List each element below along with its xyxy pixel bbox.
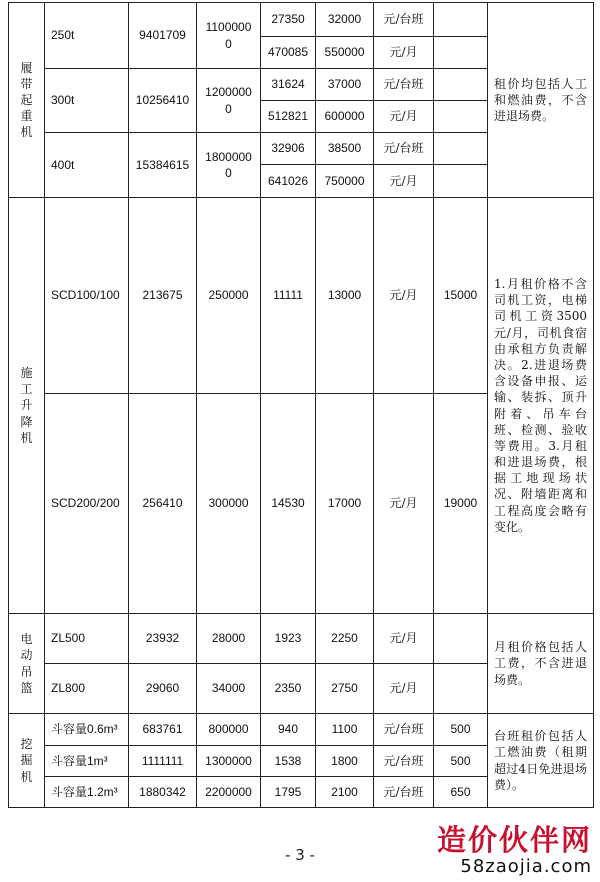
value-cell: 213675 <box>129 198 197 394</box>
value-cell: 29060 <box>129 664 197 714</box>
note-cell: 台班租价包括人工燃油费（租期超过4日免进退场费）。 <box>488 714 594 808</box>
watermark-logo <box>418 818 596 880</box>
value-cell: 11111 <box>261 198 316 394</box>
value-cell: 11000000 <box>197 3 261 69</box>
unit-cell: 元/台班 <box>374 746 434 777</box>
value-cell: 940 <box>261 714 316 746</box>
value-cell: 23932 <box>129 614 197 664</box>
fee-cell <box>434 664 488 714</box>
unit-cell: 元/月 <box>374 664 434 714</box>
unit-cell: 元/台班 <box>374 3 434 37</box>
value-cell: 2750 <box>316 664 374 714</box>
value-cell: 38500 <box>316 133 374 165</box>
table-row <box>9 3 594 37</box>
category-cell: 施工升降机 <box>9 198 45 614</box>
value-cell: 37000 <box>316 69 374 101</box>
value-cell: 14530 <box>261 394 316 614</box>
value-cell: 28000 <box>197 614 261 664</box>
value-cell: 300000 <box>197 394 261 614</box>
category-cell: 挖掘机 <box>9 714 45 808</box>
model-cell: SCD200/200 <box>45 394 129 614</box>
unit-cell: 元/月 <box>374 37 434 69</box>
model-cell: SCD100/100 <box>45 198 129 394</box>
fee-cell: 500 <box>434 746 488 777</box>
unit-cell: 元/台班 <box>374 133 434 165</box>
price-table <box>8 2 594 808</box>
fee-cell <box>434 614 488 664</box>
value-cell: 2350 <box>261 664 316 714</box>
fee-cell: 19000 <box>434 394 488 614</box>
value-cell: 34000 <box>197 664 261 714</box>
value-cell: 32906 <box>261 133 316 165</box>
value-cell: 15384615 <box>129 133 197 198</box>
value-cell: 1880342 <box>129 777 197 808</box>
value-cell: 250000 <box>197 198 261 394</box>
unit-cell: 元/台班 <box>374 69 434 101</box>
table-row <box>9 714 594 746</box>
model-cell: 斗容量0.6m³ <box>45 714 129 746</box>
value-cell: 1923 <box>261 614 316 664</box>
value-cell: 1111111 <box>129 746 197 777</box>
value-cell: 600000 <box>316 101 374 133</box>
table-row <box>9 614 594 664</box>
unit-cell: 元/台班 <box>374 777 434 808</box>
fee-cell: 650 <box>434 777 488 808</box>
category-cell: 电动吊篮 <box>9 614 45 714</box>
unit-cell: 元/月 <box>374 614 434 664</box>
value-cell: 641026 <box>261 165 316 198</box>
note-cell: 月租价格包括人工费，不含进退场费。 <box>488 614 594 714</box>
unit-cell: 元/月 <box>374 198 434 394</box>
note-cell: 1.月租价格不含司机工资，电梯司机工资3500元/月，司机食宿由承租方负责解决。2.进退场费含设备申报、运输、装拆、顶升附着、吊车台班、检测、验收等费用。3.月租和进退场费，根据工地现场状况、附墙距离和工程高度会略有变化。 <box>488 198 594 614</box>
value-cell: 256410 <box>129 394 197 614</box>
unit-cell: 元/月 <box>374 165 434 198</box>
value-cell: 18000000 <box>197 133 261 198</box>
value-cell: 9401709 <box>129 3 197 69</box>
value-cell: 10256410 <box>129 69 197 133</box>
value-cell: 800000 <box>197 714 261 746</box>
category-cell: 履带起重机 <box>9 3 45 198</box>
note-cell: 租价均包括人工和燃油费，不含进退场费。 <box>488 3 594 198</box>
value-cell: 27350 <box>261 3 316 37</box>
unit-cell: 元/台班 <box>374 714 434 746</box>
value-cell: 750000 <box>316 165 374 198</box>
value-cell: 550000 <box>316 37 374 69</box>
value-cell: 31624 <box>261 69 316 101</box>
unit-cell: 元/月 <box>374 101 434 133</box>
fee-cell <box>434 69 488 101</box>
value-cell: 2200000 <box>197 777 261 808</box>
value-cell: 2250 <box>316 614 374 664</box>
fee-cell <box>434 3 488 37</box>
value-cell: 13000 <box>316 198 374 394</box>
fee-cell <box>434 133 488 165</box>
model-cell: 250t <box>45 3 129 69</box>
table-row <box>9 198 594 394</box>
value-cell: 683761 <box>129 714 197 746</box>
model-cell: ZL800 <box>45 664 129 714</box>
value-cell: 17000 <box>316 394 374 614</box>
value-cell: 1300000 <box>197 746 261 777</box>
value-cell: 2100 <box>316 777 374 808</box>
fee-cell <box>434 165 488 198</box>
value-cell: 1795 <box>261 777 316 808</box>
fee-cell <box>434 101 488 133</box>
fee-cell: 500 <box>434 714 488 746</box>
value-cell: 1800 <box>316 746 374 777</box>
value-cell: 512821 <box>261 101 316 133</box>
watermark-title: 造价伙伴网 <box>436 823 592 857</box>
fee-cell <box>434 37 488 69</box>
value-cell: 32000 <box>316 3 374 37</box>
value-cell: 12000000 <box>197 69 261 133</box>
model-cell: 400t <box>45 133 129 198</box>
model-cell: 斗容量1.2m³ <box>45 777 129 808</box>
model-cell: ZL500 <box>45 614 129 664</box>
unit-cell: 元/月 <box>374 394 434 614</box>
model-cell: 300t <box>45 69 129 133</box>
value-cell: 470085 <box>261 37 316 69</box>
model-cell: 斗容量1m³ <box>45 746 129 777</box>
page-number: - 3 - <box>285 846 315 864</box>
value-cell: 1538 <box>261 746 316 777</box>
fee-cell: 15000 <box>434 198 488 394</box>
value-cell: 1100 <box>316 714 374 746</box>
watermark-url: 58zaojia.com <box>460 856 592 877</box>
